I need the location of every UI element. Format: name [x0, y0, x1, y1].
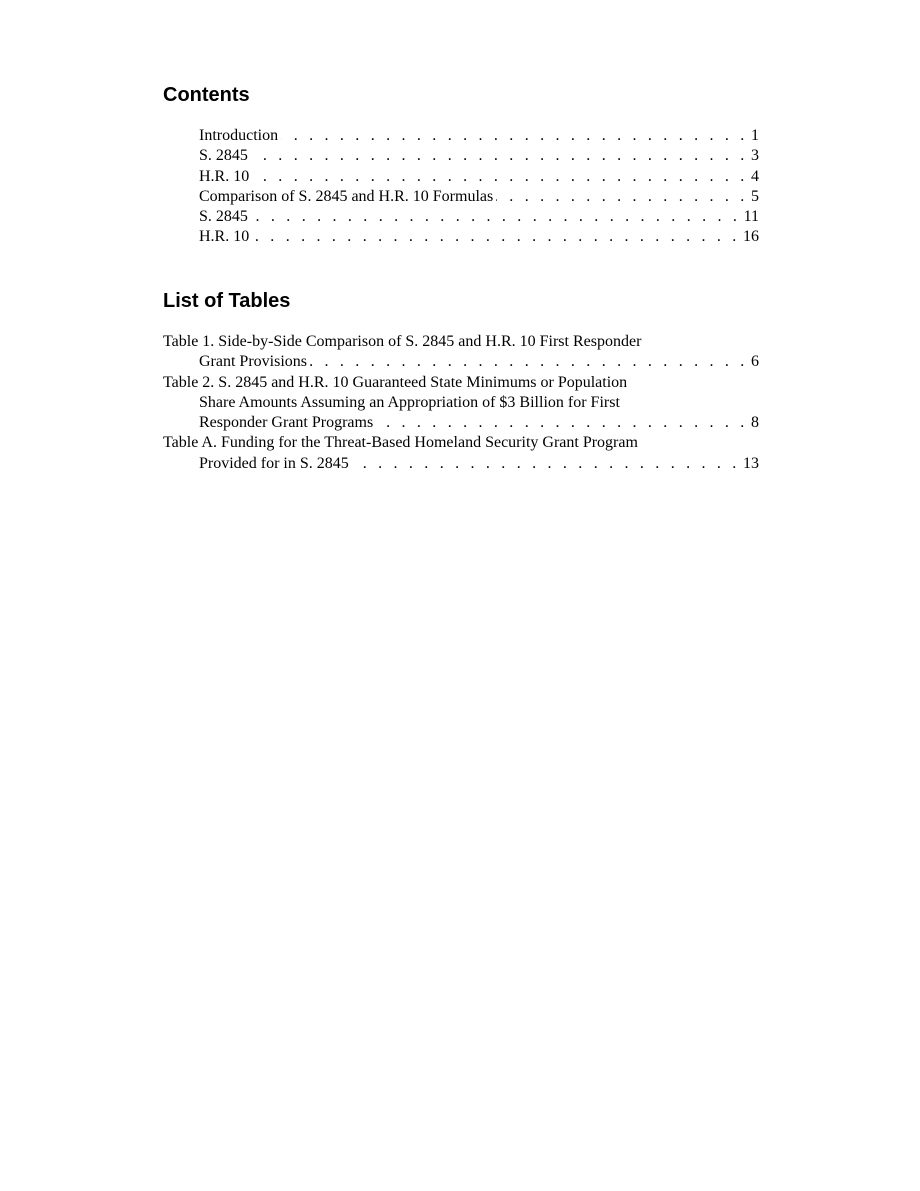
table-entry-title-last-line: Provided for in S. 2845 — [199, 454, 349, 472]
table-entry-title-last-line: Grant Provisions — [199, 353, 307, 371]
toc-page-number: 11 — [743, 208, 759, 226]
toc-entry-title: Introduction — [199, 127, 279, 144]
toc-entry-title: H.R. 10 — [199, 167, 250, 185]
toc-entry-title: S. 2845 — [199, 208, 248, 226]
table-page-number: 8 — [751, 414, 759, 432]
toc-page-number: 3 — [751, 147, 759, 165]
toc-entry-title: H.R. 10 — [199, 228, 250, 246]
dot-leader — [251, 207, 741, 227]
dot-leader — [310, 352, 748, 372]
dot-leader — [376, 413, 748, 433]
dot-leader — [252, 167, 748, 187]
table-entry-2[interactable] — [163, 373, 759, 434]
toc-entry-s2845-appendix[interactable] — [199, 207, 759, 227]
table-entry-title-last-line: Responder Grant Programs — [199, 414, 374, 432]
toc-page-number: 4 — [751, 167, 759, 185]
toc-page-number: 5 — [751, 187, 759, 205]
toc-entry-hr10-appendix[interactable] — [199, 227, 759, 247]
table-page-number: 6 — [751, 353, 759, 371]
table-entry-1[interactable] — [163, 332, 759, 373]
contents-list — [163, 126, 759, 248]
dot-leader — [496, 187, 748, 207]
table-entry-title-line: Table A. Funding for the Threat-Based Homeland Security Grant Program — [163, 434, 638, 452]
dot-leader — [252, 227, 740, 247]
toc-page-number: 1 — [751, 127, 759, 144]
table-entry-title-line: Table 1. Side-by-Side Comparison of S. 2845 and H.R. 10 First Responder — [163, 333, 642, 350]
toc-entry-s2845[interactable] — [199, 146, 759, 166]
list-of-tables-heading: List of Tables — [163, 290, 291, 312]
toc-page-number: 16 — [743, 228, 759, 246]
dot-leader — [352, 454, 740, 474]
contents-heading: Contents — [163, 84, 250, 106]
table-entry-a[interactable] — [163, 433, 759, 474]
table-page-number: 13 — [743, 454, 759, 472]
toc-entry-introduction[interactable] — [199, 126, 759, 146]
table-entry-title-line: Table 2. S. 2845 and H.R. 10 Guaranteed State Minimums or Population — [163, 373, 628, 391]
toc-entry-title: S. 2845 — [199, 147, 248, 165]
dot-leader — [281, 126, 748, 146]
list-of-tables — [163, 332, 759, 474]
table-entry-title-line: Share Amounts Assuming an Appropriation of $3 Billion for First — [199, 393, 620, 411]
toc-entry-title: Comparison of S. 2845 and H.R. 10 Formulas — [199, 187, 494, 205]
dot-leader — [251, 146, 748, 166]
toc-entry-hr10[interactable] — [199, 167, 759, 187]
toc-entry-comparison[interactable] — [199, 187, 759, 207]
